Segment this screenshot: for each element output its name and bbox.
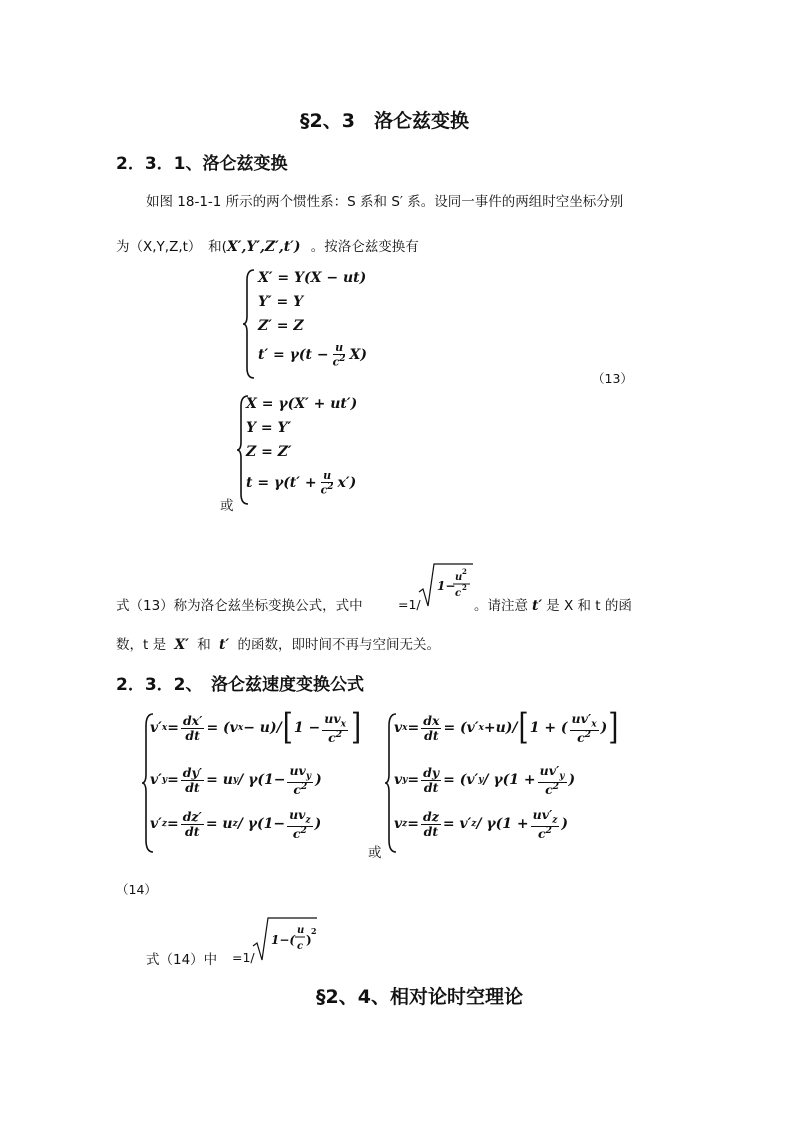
or-label-1: 或 <box>220 498 234 514</box>
x-prime-symbol: X′ <box>174 637 189 653</box>
eq-vy-prime: v′ y = $\frac{dy'}{dt}$ = u y / γ(1− $\frac{uv_y}{c^2}$ ) <box>150 763 322 798</box>
page-title: §2、3 洛仑兹变换 <box>300 110 469 132</box>
paragraph-eq13-note-line2: 数，t 是 X′ 和 t′ 的函数，即时间不再与空间无关。 <box>116 637 441 653</box>
eq-label-14: （14） <box>116 882 157 897</box>
gamma-sqrt-1 <box>418 562 474 610</box>
or-label-2: 或 <box>368 845 382 861</box>
section-heading-2-3-2: 2．3．2、 洛仑兹速度变换公式 <box>116 675 364 695</box>
section-title-2-4: §2、4、相对论时空理论 <box>316 986 523 1008</box>
t-prime-symbol: t′ <box>532 598 543 614</box>
paragraph-eq14-desc: 式（14）中 <box>146 952 218 968</box>
eq-z-prime: Z′ = Z <box>258 318 304 334</box>
eq-t-prime: t′ = γ(t − $\frac{u}{c^2}$ X) <box>258 341 368 369</box>
eq-t: t = γ(t′ + $\frac{u}{c^2}$ x′) <box>246 469 357 497</box>
svg-text:2: 2 <box>311 926 317 936</box>
eq-y: Y = Y′ <box>246 420 292 436</box>
section-heading-2-3-1: 2．3．1、洛仑兹变换 <box>116 154 288 174</box>
coords-s: 为（X,Y,Z,t） 和( <box>116 239 227 255</box>
coords-s-prime: X′,Y′,Z′,t′) <box>226 239 301 255</box>
eq-x-prime: X′ = Y(X − ut) <box>258 270 367 286</box>
svg-text:2: 2 <box>462 567 467 576</box>
paragraph-eq13-note: 。请注意 t′ 是 X 和 t 的函 <box>474 598 632 614</box>
eq-vz-prime: v′ z = $\frac{dz'}{dt}$ = u z / γ(1− $\frac{uv_z}{c^2}$ ) <box>150 807 322 842</box>
eq-vy: v y = $\frac{dy}{dt}$ = (v′ y / γ(1 + $\frac{uv'_y}{c^2}$ ) <box>394 763 576 798</box>
svg-text:u: u <box>455 572 463 583</box>
gamma-sqrt-2 <box>252 916 318 964</box>
eq-vx: v x = $\frac{dx}{dt}$ = (v′ x +u)/ [ 1 + ( $\frac{uv'_x}{c^2}$ ) ] <box>394 707 619 749</box>
svg-text:1−(: 1−( <box>271 933 296 947</box>
svg-text:1−: 1− <box>437 579 456 593</box>
gamma-def-prefix: =1/ <box>398 597 421 612</box>
paragraph-intro: 如图 18-1-1 所示的两个惯性系：S 系和 S′ 系。设同一事件的两组时空坐标分别 <box>146 194 624 210</box>
svg-text:u: u <box>297 925 305 936</box>
eq-label-13: （13） <box>592 371 633 386</box>
gamma-def-prefix-2: =1/ <box>232 950 255 965</box>
eq-vx-prime: v′ x = $\frac{dx'}{dt}$ = (v x − u)/ [ 1 − $\frac{uv_x}{c^2}$ ] <box>150 707 362 749</box>
paragraph-eq13-desc: 式（13）称为洛仑兹坐标变换公式，式中 <box>116 598 363 614</box>
brace-1 <box>242 268 256 380</box>
eq-y-prime: Y′ = Y <box>258 294 304 310</box>
eq-x: X = γ(X′ + ut′) <box>246 396 358 412</box>
svg-text:c: c <box>455 588 462 599</box>
t-prime-symbol-2: t′ <box>219 637 230 653</box>
svg-text:2: 2 <box>462 583 467 592</box>
eq-vz: v z = $\frac{dz}{dt}$ = v′ z / γ(1 + $\frac{uv'_z}{c^2}$ ) <box>394 807 569 842</box>
transform-intro: 。按洛仑兹变换有 <box>310 239 419 255</box>
eq-z: Z = Z′ <box>246 444 292 460</box>
svg-text:): ) <box>306 933 312 947</box>
svg-text:c: c <box>297 941 304 952</box>
paragraph-intro-line2 <box>116 235 419 255</box>
